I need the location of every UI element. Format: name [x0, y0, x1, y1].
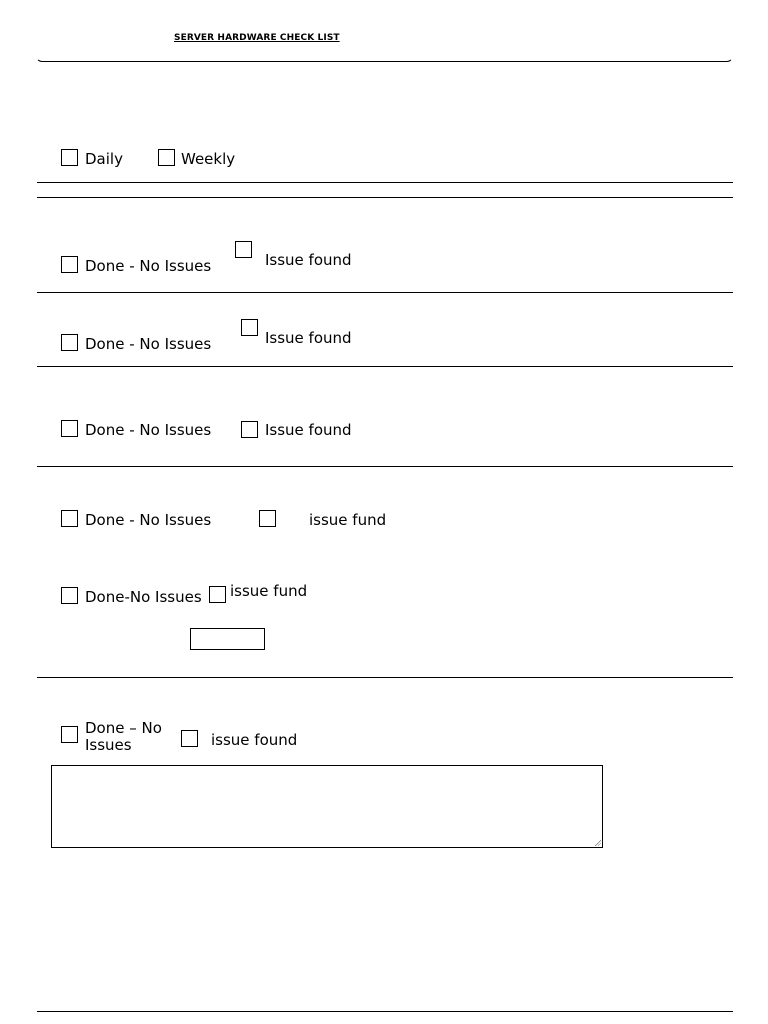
- row2-done-checkbox[interactable]: [61, 334, 78, 351]
- section-divider: [37, 677, 733, 678]
- row1-done-label: Done - No Issues: [85, 257, 212, 275]
- row1-issue-label: Issue found: [265, 251, 352, 269]
- section-divider: [37, 466, 733, 467]
- row4-issue-checkbox[interactable]: [259, 510, 276, 527]
- row1-issue-checkbox[interactable]: [235, 241, 252, 258]
- row3-issue-checkbox[interactable]: [241, 421, 258, 438]
- row4-done-label: Done - No Issues: [85, 511, 212, 529]
- row5-detail-input[interactable]: [190, 628, 265, 650]
- weekly-label: Weekly: [181, 150, 236, 168]
- row6-done-label: Done – No Issues: [85, 719, 162, 754]
- page-title: SERVER HARDWARE CHECK LIST: [174, 33, 340, 43]
- notes-textarea[interactable]: [51, 765, 603, 848]
- daily-label: Daily: [85, 150, 123, 168]
- row2-issue-label: Issue found: [265, 329, 352, 347]
- row5-done-checkbox[interactable]: [61, 587, 78, 604]
- header-divider: [36, 54, 733, 62]
- section-divider: [37, 197, 733, 198]
- row4-issue-label: issue fund: [309, 511, 387, 529]
- footer-divider: [37, 1011, 733, 1012]
- section-divider: [37, 366, 733, 367]
- row5-done-label: Done-No Issues: [85, 588, 202, 606]
- row4-done-checkbox[interactable]: [61, 510, 78, 527]
- row1-done-checkbox[interactable]: [61, 256, 78, 273]
- weekly-checkbox[interactable]: [158, 149, 175, 166]
- resize-grip-icon[interactable]: [594, 839, 601, 846]
- row2-done-label: Done - No Issues: [85, 335, 212, 353]
- row5-issue-checkbox[interactable]: [209, 586, 226, 603]
- section-divider: [37, 182, 733, 183]
- row3-done-label: Done - No Issues: [85, 421, 212, 439]
- row6-issue-checkbox[interactable]: [181, 730, 198, 747]
- row3-issue-label: Issue found: [265, 421, 352, 439]
- row5-issue-label: issue fund: [230, 582, 308, 600]
- section-divider: [37, 292, 733, 293]
- daily-checkbox[interactable]: [61, 149, 78, 166]
- row3-done-checkbox[interactable]: [61, 420, 78, 437]
- row2-issue-checkbox[interactable]: [241, 319, 258, 336]
- row6-done-checkbox[interactable]: [61, 726, 78, 743]
- row6-issue-label: issue found: [211, 731, 298, 749]
